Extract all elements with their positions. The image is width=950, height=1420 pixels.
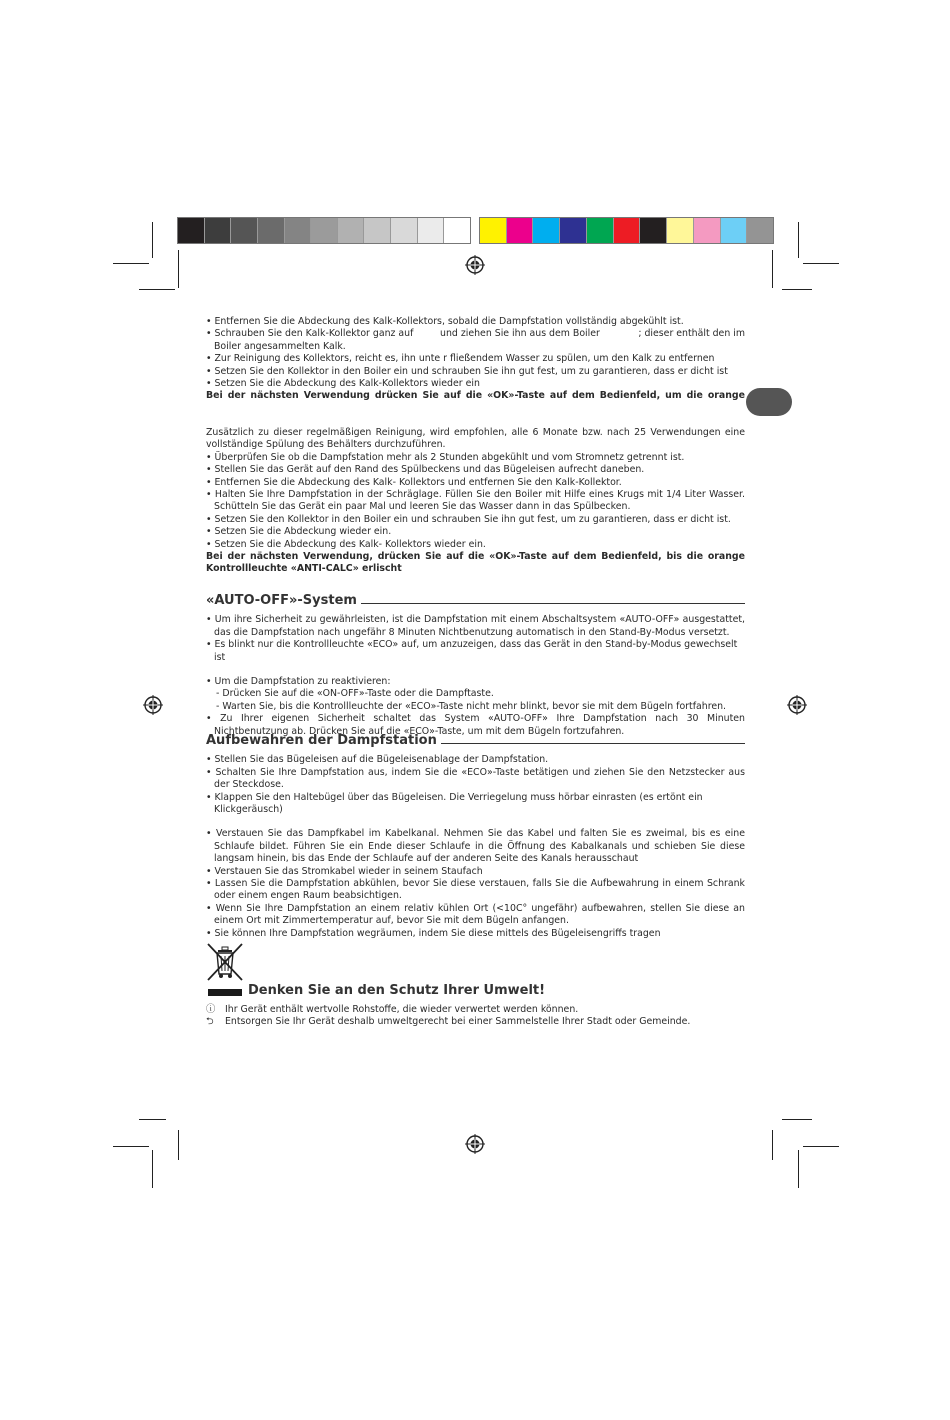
list-item: • Zu Ihrer eigenen Sicherheit schaltet das System «AUTO-OFF» Ihre Dampfstation nach 30 Minuten Nichtbenutzung ab. Drücken Sie auf die «ECO»-Taste, um mit dem Bügeln fortzufahren. xyxy=(206,713,745,737)
heading-text: «AUTO-OFF»-System xyxy=(206,593,357,608)
color-swatch xyxy=(587,218,614,243)
section-flush xyxy=(206,427,745,576)
color-swatch xyxy=(231,218,258,243)
bold-instruction: Bei der nächsten Verwendung, drücken Sie auf die «OK»-Taste auf dem Bedienfeld, bis die orange Kontrollleuchte «ANTI-CALC» erlischt xyxy=(206,551,745,575)
list-item: • Entfernen Sie die Abdeckung des Kalk- Kollektors und entfernen Sie den Kalk-Kollektor. xyxy=(206,476,622,488)
color-swatch xyxy=(480,218,507,243)
color-swatch xyxy=(640,218,667,243)
section-heading xyxy=(206,595,745,607)
color-swatch xyxy=(533,218,560,243)
list-item xyxy=(206,328,745,340)
color-swatch xyxy=(507,218,534,243)
color-swatch xyxy=(178,218,205,243)
registration-mark-icon xyxy=(787,695,807,715)
list-item: • Setzen Sie die Abdeckung des Kalk- Kollektors wieder ein. xyxy=(206,538,486,550)
color-swatch xyxy=(747,218,773,243)
environment-line xyxy=(206,1016,690,1028)
list-item: • Halten Sie Ihre Dampfstation in der Schräglage. Füllen Sie den Boiler mit Hilfe eines Krugs mit 1/4 Liter Wasser. Schütteln Sie das Gerät ein paar Mal und leeren Sie das Wasser dann in das Spülbecken. xyxy=(206,489,745,513)
color-swatch xyxy=(694,218,721,243)
recycle-arrow-icon: ⮌ xyxy=(206,1016,214,1027)
list-item: • Setzen Sie den Kollektor in den Boiler ein und schrauben Sie ihn gut fest, um zu garantieren, dass er dicht ist xyxy=(206,365,728,377)
section-auto-off xyxy=(206,595,745,738)
list-item-part: ; dieser enthält den im xyxy=(638,328,745,340)
list-item: • Lassen Sie die Dampfstation abkühlen, bevor Sie diese verstauen, falls Sie die Aufbewahrung in einem Schrank oder einem engen Raum beabsichtigen. xyxy=(206,878,745,902)
section-storage xyxy=(206,735,745,940)
list-item-continuation: Boiler angesammelten Kalk. xyxy=(214,340,346,352)
environment-text: Entsorgen Sie Ihr Gerät deshalb umweltgerecht bei einer Sammelstelle Ihrer Stadt oder Gemeinde. xyxy=(225,1016,691,1027)
list-item: • Schalten Sie Ihre Dampfstation aus, indem Sie die «ECO»-Taste betätigen und ziehen Sie den Netzstecker aus der Steckdose. xyxy=(206,766,745,791)
list-item: • Um ihre Sicherheit zu gewährleisten, ist die Dampfstation mit einem Abschaltsystem «AUTO-OFF» ausgestattet, das die Dampfstation nach ungefähr 8 Minuten Nichtbenutzung automatisch in den Stand-By-Modus versetzt. xyxy=(206,614,745,638)
list-item: • Setzen Sie die Abdeckung wieder ein. xyxy=(206,526,392,538)
color-swatch xyxy=(614,218,641,243)
color-calibration-bar xyxy=(479,217,774,244)
crossed-out-wheelie-bin-icon xyxy=(206,942,244,982)
list-item: • Um die Dampfstation zu reaktivieren: xyxy=(206,676,391,688)
registration-mark-icon xyxy=(143,695,163,715)
environment-text: Ihr Gerät enthält wertvolle Rohstoffe, die wieder verwertet werden können. xyxy=(225,1004,579,1015)
color-swatch xyxy=(444,218,470,243)
list-item: • Setzen Sie die Abdeckung des Kalk-Kollektors wieder ein xyxy=(206,378,480,390)
environment-heading: Denken Sie an den Schutz Ihrer Umwelt! xyxy=(248,983,546,998)
color-swatch xyxy=(721,218,748,243)
color-swatch xyxy=(418,218,445,243)
color-swatch xyxy=(258,218,285,243)
color-swatch xyxy=(560,218,587,243)
gray-calibration-bar xyxy=(177,217,471,244)
sub-item: - Warten Sie, bis die Kontrollleuchte der «ECO»-Taste nicht mehr blinkt, bevor sie mit dem Bügeln fortfahren. xyxy=(216,700,727,712)
list-item: • Setzen Sie den Kollektor in den Boiler ein und schrauben Sie ihn gut fest, um zu garantieren, dass er dicht ist. xyxy=(206,513,731,525)
list-item: • Sie können Ihre Dampfstation wegräumen, indem Sie diese mittels des Bügeleisengriffs tragen xyxy=(206,927,661,939)
list-item: • Entfernen Sie die Abdeckung des Kalk-Kollektors, sobald die Dampfstation vollständig abgekühlt ist. xyxy=(206,316,684,327)
color-swatch xyxy=(391,218,418,243)
list-item-part: und ziehen Sie ihn aus dem Boiler xyxy=(440,328,600,340)
color-swatch xyxy=(285,218,312,243)
info-circle-icon: ⓘ xyxy=(206,1004,216,1015)
environment-line xyxy=(206,1004,578,1016)
list-item: • Klappen Sie den Haltebügel über das Bügeleisen. Die Verriegelung muss hörbar einrasten (es ertönt ein Klickgeräusch) xyxy=(206,791,703,816)
registration-mark-icon xyxy=(465,255,485,275)
color-swatch xyxy=(205,218,232,243)
list-item: • Stellen Sie das Bügeleisen auf die Bügeleisenablage der Dampfstation. xyxy=(206,754,549,766)
list-item: • Stellen Sie das Gerät auf den Rand des Spülbeckens und das Bügeleisen aufrecht daneben. xyxy=(206,464,645,476)
list-item: • Verstauen Sie das Dampfkabel im Kabelkanal. Nehmen Sie das Kabel und falten Sie es zweimal, bis es eine Schlaufe bildet. Führen Sie ein Ende dieser Schlaufe in die Öffnung des Kabalkanals und schieben Sie diese langsam hinein, bis das Ende der Schlaufe auf der anderen Seite des Kanals herausschaut xyxy=(206,828,745,865)
intro-paragraph: Zusätzlich zu dieser regelmäßigen Reinigung, wird empfohlen, alle 6 Monate bzw. nach 25 Verwendungen eine vollständige Spülung des Behälters durchzuführen. xyxy=(206,427,745,451)
black-bar xyxy=(208,989,242,996)
language-tab xyxy=(746,388,792,416)
list-item: • Zur Reinigung des Kollektors, reicht es, ihn unte r fließendem Wasser zu spülen, um den Kalk zu entfernen xyxy=(206,353,715,365)
color-swatch xyxy=(311,218,338,243)
list-item-part: • Schrauben Sie den Kalk-Kollektor ganz auf xyxy=(206,328,414,340)
sub-item: - Drücken Sie auf die «ON-OFF»-Taste oder die Dampftaste. xyxy=(216,688,494,700)
list-item: • Wenn Sie Ihre Dampfstation an einem relativ kühlen Ort (<10C° ungefähr) aufbewahren, stellen Sie diese an einem Ort mit Zimmertemperatur auf, bevor Sie mit dem Bügeln anfangen. xyxy=(206,902,745,927)
section-heading xyxy=(206,735,745,747)
color-swatch xyxy=(364,218,391,243)
heading-text: Aufbewahren der Dampfstation xyxy=(206,733,437,748)
list-item: • Verstauen Sie das Stromkabel wieder in seinem Staufach xyxy=(206,865,483,877)
list-item: • Überprüfen Sie ob die Dampfstation mehr als 2 Stunden abgekühlt und vom Stromnetz getrennt ist. xyxy=(206,451,685,463)
registration-mark-icon xyxy=(465,1134,485,1154)
bold-instruction: Bei der nächsten Verwendung drücken Sie auf die «OK»-Taste auf dem Bedienfeld, um die orange xyxy=(206,390,745,402)
color-swatch xyxy=(667,218,694,243)
color-swatch xyxy=(338,218,365,243)
section-descaling-collector xyxy=(206,316,745,403)
heading-rule xyxy=(441,743,745,744)
list-item: • Es blinkt nur die Kontrollleuchte «ECO» auf, um anzuzeigen, dass das Gerät in den Stand-by-Modus gewechselt ist xyxy=(206,639,738,663)
heading-rule xyxy=(361,603,745,604)
